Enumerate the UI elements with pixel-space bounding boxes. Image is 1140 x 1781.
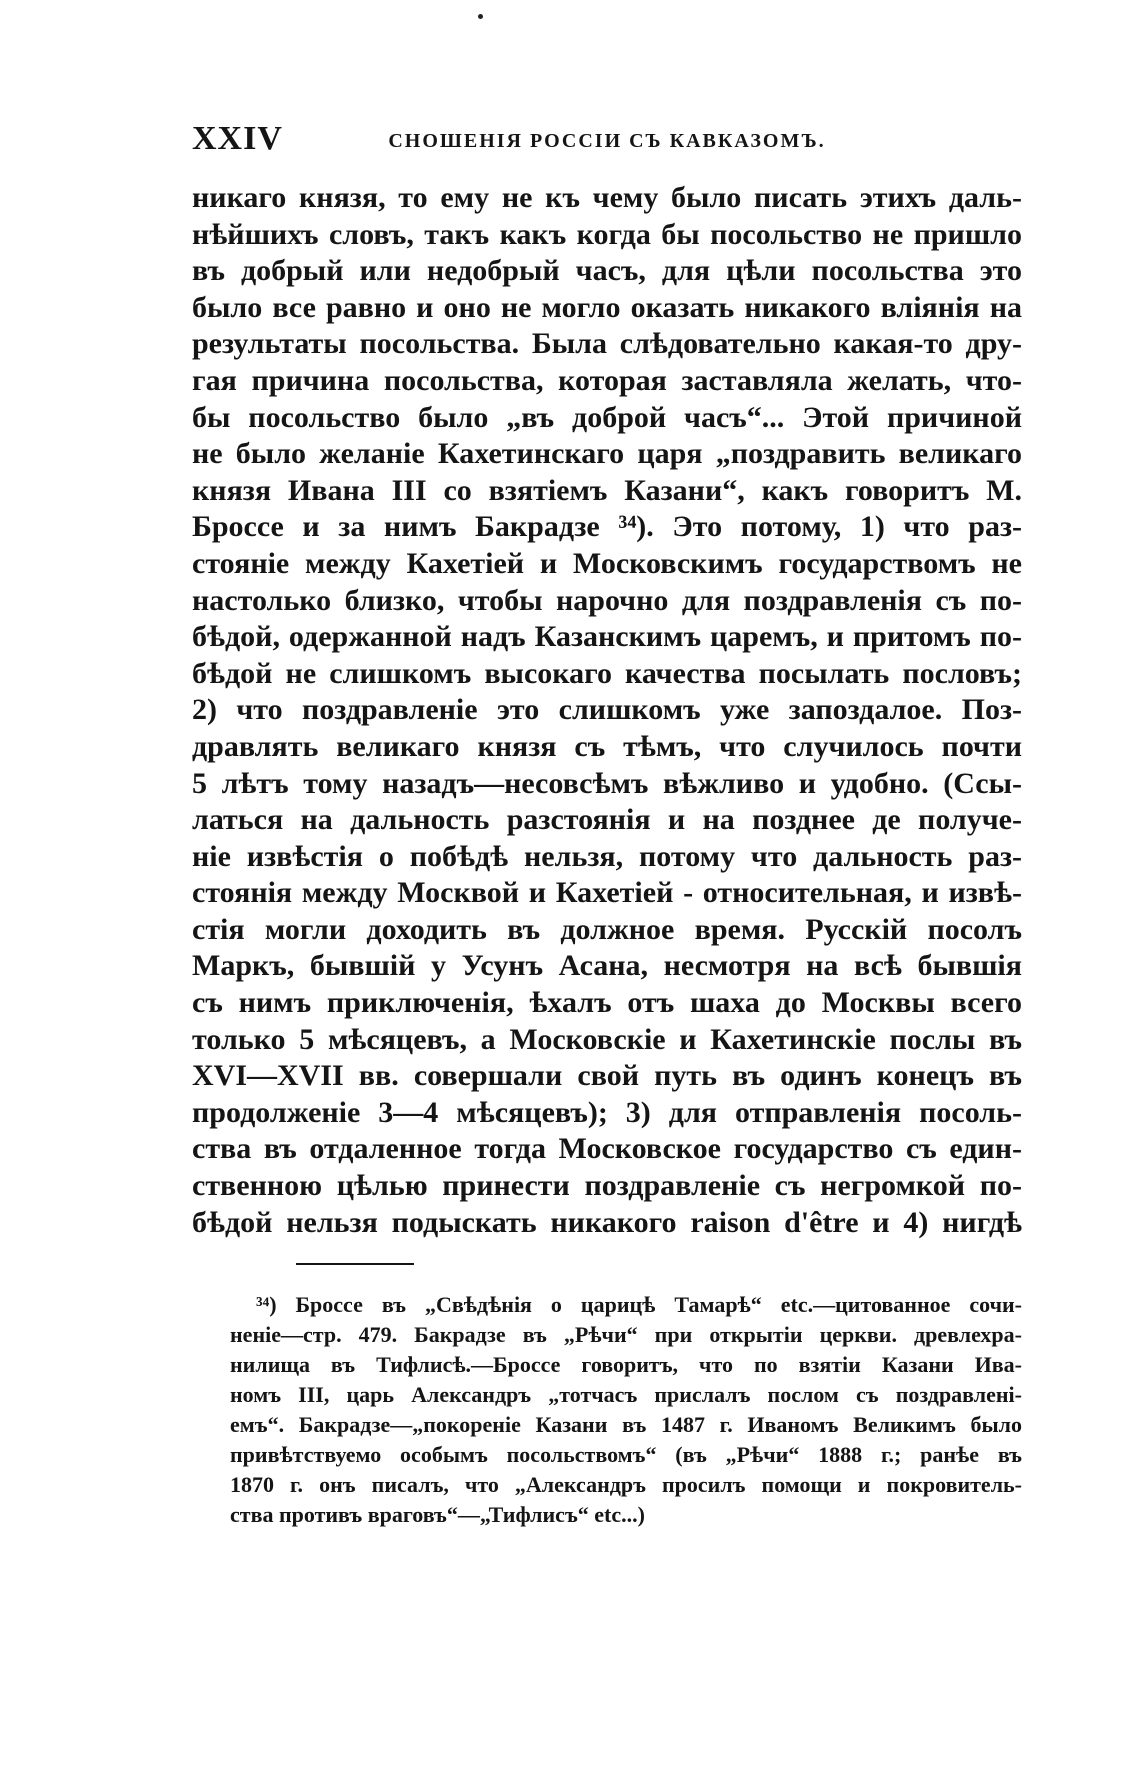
footnote xyxy=(230,1290,1022,1530)
body-line: XVI—XVII вв. совершали свой путь въ одинъ конецъ въ xyxy=(192,1059,1022,1093)
page-number: XXIV xyxy=(192,120,283,157)
footnote-line: емъ“. Бакрадзе—„покореніе Казани въ 1487 г. Иваномъ Великимъ было xyxy=(230,1412,1022,1437)
body-line: бѣдой, одержанной надъ Казанскимъ царемъ, и притомъ по- xyxy=(192,620,1022,654)
body-line: результаты посольства. Была слѣдовательно какая-то дру- xyxy=(192,327,1022,361)
footnote-line: неніе—стр. 479. Бакрадзе въ „Рѣчи“ при открытіи церкви. древлехра- xyxy=(230,1322,1022,1347)
body-line: настолько близко, чтобы нарочно для поздравленія съ по- xyxy=(192,583,1022,617)
body-line: бѣдой нельзя подыскать никакого raison d'être и 4) нигдѣ xyxy=(192,1205,1022,1239)
body-line: стоянія между Москвой и Кахетіей - относительная, и извѣ- xyxy=(192,876,1022,910)
body-line: стія могли доходить въ должное время. Русскій посолъ xyxy=(192,912,1022,946)
footnote-line: нилища въ Тифлисѣ.—Броссе говоритъ, что по взятіи Казани Ива- xyxy=(230,1352,1022,1377)
body-line: не было желаніе Кахетинскаго царя „поздравить великаго xyxy=(192,437,1022,471)
ink-speck xyxy=(478,14,483,19)
body-line: ственною цѣлью принести поздравленіе съ негромкой по- xyxy=(192,1169,1022,1203)
body-line: продолженіе 3—4 мѣсяцевъ); 3) для отправленія посоль- xyxy=(192,1095,1022,1129)
body-line: князя Ивана III со взятіемъ Казани“, какъ говоритъ М. xyxy=(192,473,1022,507)
page-header xyxy=(192,120,1022,160)
footnote-line: привѣтствуемо особымъ посольствомъ“ (въ „Рѣчи“ 1888 г.; ранѣе въ xyxy=(230,1442,1022,1467)
body-line: никаго князя, то ему не къ чему было писать этихъ даль- xyxy=(192,181,1022,214)
body-line: латься на дальность разстоянія и на позднее де получе- xyxy=(192,803,1022,837)
body-line: бѣдой не слишкомъ высокаго качества посылать пословъ; xyxy=(192,656,1022,690)
footnote-line: 1870 г. онъ писалъ, что „Александръ просилъ помощи и покровитель- xyxy=(230,1472,1022,1497)
body-line: ства въ отдаленное тогда Московское государство съ един- xyxy=(192,1132,1022,1166)
body-line: ніе извѣстія о побѣдѣ нельзя, потому что дальность раз- xyxy=(192,839,1022,873)
body-line: гая причина посольства, которая заставляла желать, что- xyxy=(192,363,1022,397)
running-title: СНОШЕНІЯ РОССІИ СЪ КАВКАЗОМЪ. xyxy=(388,130,826,152)
footnote-line: ства противъ враговъ“—„Тифлисъ“ etc...) xyxy=(230,1502,645,1527)
body-line: Маркъ, бывшій у Усунъ Асана, несмотря на всѣ бывшія xyxy=(192,949,1022,983)
body-line: стояніе между Кахетіей и Московскимъ государствомъ не xyxy=(192,546,1022,580)
body-line: нѣйшихъ словъ, такъ какъ когда бы посольство не пришло xyxy=(192,217,1022,251)
body-line: 5 лѣтъ тому назадъ—несовсѣмъ вѣжливо и удобно. (Ссы- xyxy=(192,766,1022,800)
body-line: было все равно и оно не могло оказать никакого вліянія на xyxy=(192,290,1022,324)
body-line: только 5 мѣсяцевъ, а Московскіе и Кахетинскіе послы въ xyxy=(192,1022,1022,1056)
body-line: Броссе и за нимъ Бакрадзе ³⁴). Это потому, 1) что раз- xyxy=(192,510,1022,544)
body-line: въ добрый или недобрый часъ, для цѣли посольства это xyxy=(192,254,1022,288)
body-line: дравлять великаго князя съ тѣмъ, что случилось почти xyxy=(192,729,1022,763)
body-line: 2) что поздравленіе это слишкомъ уже запоздалое. Поз- xyxy=(192,693,1022,727)
footnote-separator-rule xyxy=(296,1263,414,1265)
body-line: съ нимъ приключенія, ѣхалъ отъ шаха до Москвы всего xyxy=(192,986,1022,1020)
body-line: бы посольство было „въ доброй часъ“... Этой причиной xyxy=(192,400,1022,434)
footnote-line: номъ III, царь Александръ „тотчасъ прислалъ послом съ поздравленi- xyxy=(230,1382,1022,1407)
body-text xyxy=(192,180,1022,1241)
footnote-line: ³⁴) Броссе въ „Свѣдѣнія о царицѣ Тамарѣ“ etc.—цитованное сочи- xyxy=(256,1292,1022,1317)
